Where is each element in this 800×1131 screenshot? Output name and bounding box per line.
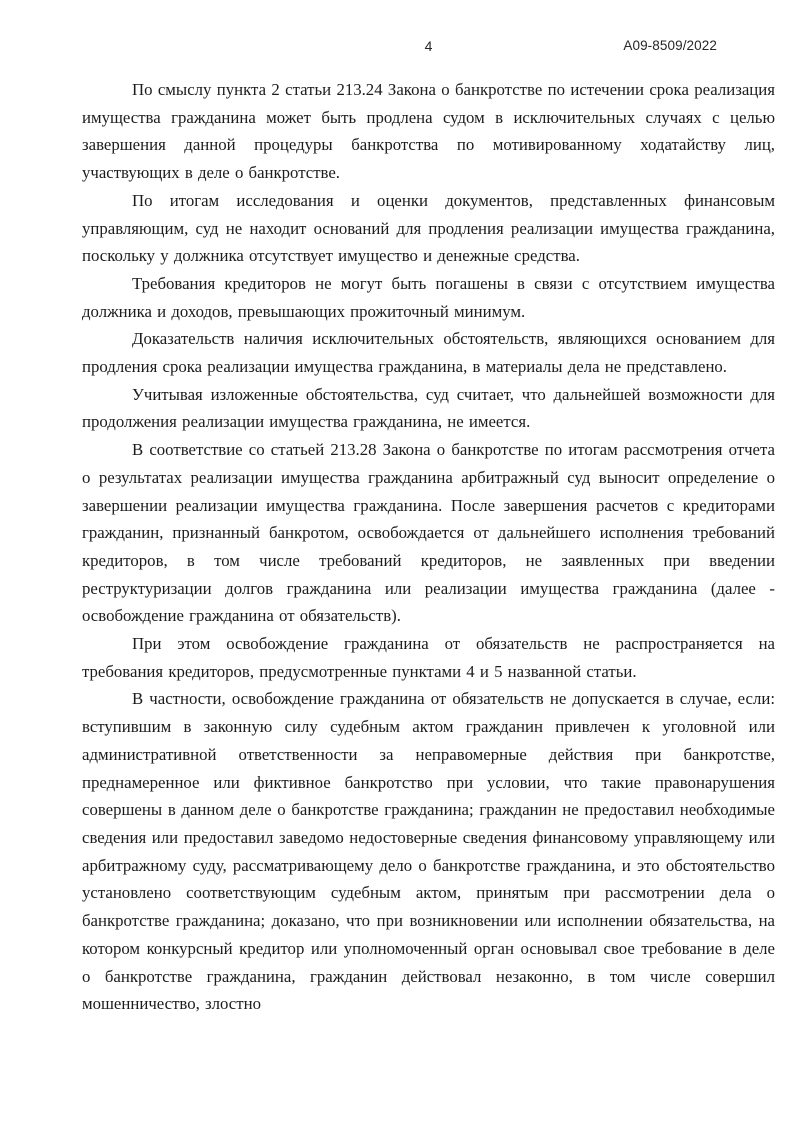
paragraph: По смыслу пункта 2 статьи 213.24 Закона о банкротстве по истечении срока реализация имущества гражданина может быть продлена судом в исключительных случаях с целью завершения данной процедуры банкротства по мотивированному ходатайству лиц, участвующих в деле о банкротстве. <box>82 80 775 183</box>
paragraph: Требования кредиторов не могут быть погашены в связи с отсутствием имущества должника и доходов, превышающих прожиточный минимум. <box>82 273 775 321</box>
paragraph: При этом освобождение гражданина от обязательств не распространяется на требования кредиторов, предусмотренные пунктами 4 и 5 названной статьи. <box>82 634 775 681</box>
paragraph: Доказательств наличия исключительных обстоятельств, являющихся основанием для продления срока реализации имущества гражданина, в материалы дела не представлено. <box>82 329 775 377</box>
paragraph: По итогам исследования и оценки документов, представленных финансовым управляющим, суд не находит оснований для продления реализации имущества гражданина, поскольку у должника отсутствует имущество и денежные средства. <box>82 190 775 266</box>
paragraph: В соответствие со статьей 213.28 Закона о банкротстве по итогам рассмотрения отчета о результатах реализации имущества гражданина арбитражный суд выносит определение о завершении реализации имущества гражданина. После завершения расчетов с кредиторами гражданин, признанный банкротом, освобождается от дальнейшего исполнения требований кредиторов, в том числе требований кредиторов, не заявленных при введении реструктуризации долгов гражданина или реализации имущества гражданина (далее - освобождение гражданина от обязательств). <box>82 440 775 626</box>
page-number: 4 <box>424 38 433 54</box>
paragraph: В частности, освобождение гражданина от обязательств не допускается в случае, если: вступившим в законную силу судебным актом гражданин привлечен к уголовной или административной ответственности за неправомерные действия при банкротстве, преднамеренное или фиктивное банкротство при условии, что такие правонарушения совершены в данном деле о банкротстве гражданина; гражданин не предоставил необходимые сведения или предоставил заведомо недостоверные сведения финансовому управляющему или арбитражному суду, рассматривающему дело о банкротстве гражданина, и это обстоятельство установлено соответствующим судебным актом, принятым при рассмотрении дела о банкротстве гражданина; доказано, что при возникновении или исполнении обязательства, на котором конкурсный кредитор или уполномоченный орган основывал свое требование в деле о банкротстве гражданина, гражданин действовал незаконно, в том числе совершил мошенничество, злостно <box>82 689 775 1014</box>
document-body <box>82 76 775 1018</box>
case-number: А09-8509/2022 <box>623 38 717 53</box>
paragraph: Учитывая изложенные обстоятельства, суд считает, что дальнейшей возможности для продолжения реализации имущества гражданина, не имеется. <box>82 384 775 432</box>
